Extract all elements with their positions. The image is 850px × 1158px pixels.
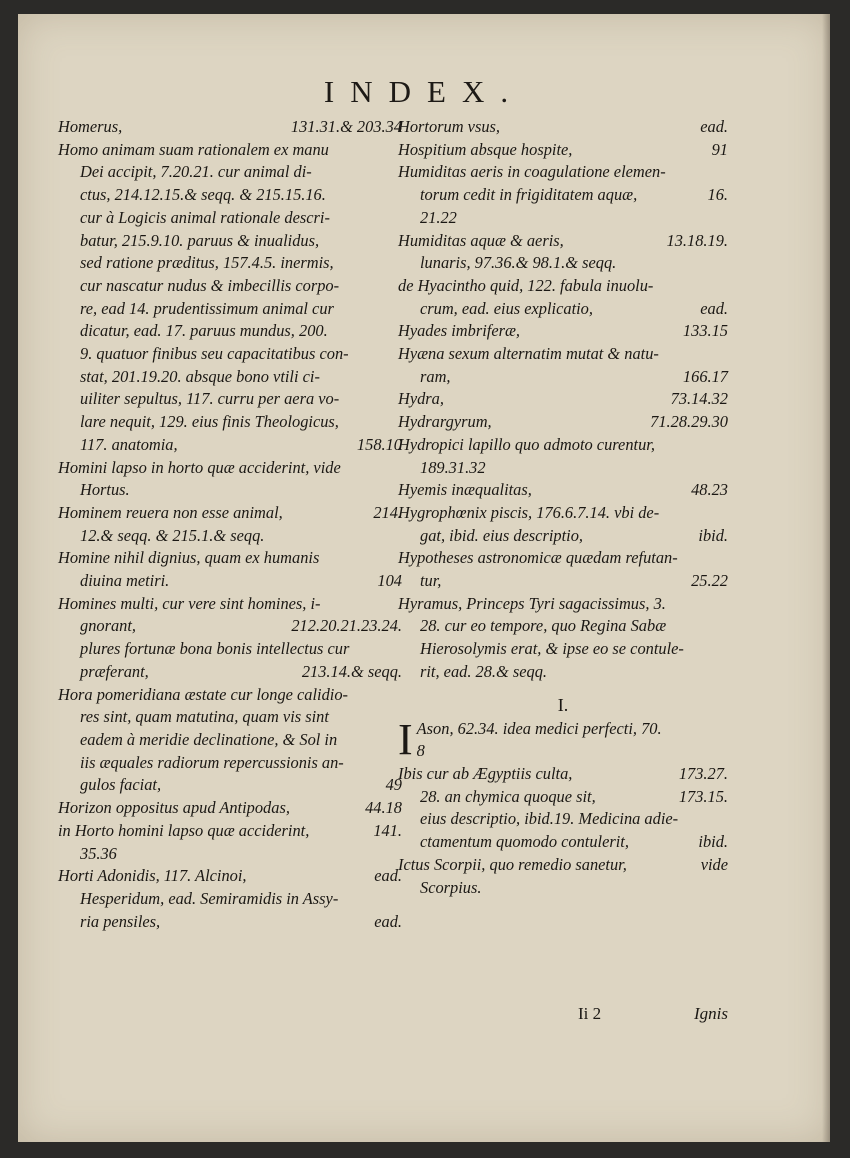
index-line: [58, 434, 402, 457]
index-line: [58, 207, 402, 230]
index-page-ref: ead.: [374, 866, 402, 886]
index-line: [58, 638, 402, 661]
index-entry-text: Homo animam suam rationalem ex manu: [58, 139, 329, 159]
index-entry-text: 8: [416, 741, 425, 761]
index-page-ref: 158.10: [356, 434, 402, 454]
index-entry-text: rit, ead. 28.& seqq.: [420, 661, 548, 681]
index-page-ref: ibid.: [698, 832, 728, 852]
index-entry-text: Hora pomeridiana æstate cur longe calidio-: [58, 684, 348, 704]
index-entry-text: Hortorum vsus,: [398, 117, 500, 136]
index-entry-text: Hydrargyrum,: [398, 412, 492, 432]
index-line: [58, 366, 402, 389]
index-entry-text: 28. an chymica quoque sit,: [420, 786, 596, 806]
index-line: [398, 786, 728, 809]
page-footer: [578, 1004, 728, 1024]
index-entry-text: lunaris, 97.36.& 98.1.& seqq.: [420, 253, 617, 273]
dropcap-initial: I: [398, 714, 413, 764]
index-entry-text: Horti Adonidis, 117. Alcinoi,: [58, 866, 247, 886]
index-line: [58, 525, 402, 548]
index-entry-text: Ictus Scorpii, quo remedio sanetur,: [398, 854, 627, 874]
index-entry-text: Dei accipit, 7.20.21. cur animal di-: [80, 162, 312, 182]
index-line: [398, 525, 728, 548]
index-entry-text: res sint, quam matutina, quam vis sint: [80, 707, 329, 727]
index-page-ref: ead.: [700, 117, 728, 136]
index-entry-text: diuina metiri.: [80, 571, 170, 591]
index-entry-text: crum, ead. eius explicatio,: [420, 298, 593, 318]
index-line: [58, 479, 402, 502]
index-entry-text: in Horto homini lapso quæ acciderint,: [58, 820, 310, 840]
index-line: [398, 252, 728, 275]
index-line: [398, 877, 728, 900]
index-entry-text: ram,: [420, 366, 451, 386]
index-entry-text: lare nequit, 129. eius finis Theologicus,: [80, 412, 339, 432]
index-entry-text: Humiditas aquæ & aeris,: [398, 230, 564, 250]
index-line: [58, 684, 402, 707]
signature-mark: Ii 2: [578, 1004, 602, 1023]
section-heading-i: I.: [557, 694, 569, 715]
index-line: [58, 184, 402, 207]
index-line: [58, 343, 402, 366]
index-page-ref: 133.15: [682, 321, 728, 341]
index-entry-text: Hospitium absque hospite,: [398, 139, 573, 159]
index-line: [398, 320, 728, 343]
index-entry-text: gulos faciat,: [80, 775, 162, 795]
index-entry-text: stat, 201.19.20. absque bono vtili ci-: [80, 366, 320, 386]
index-entry-text: ctus, 214.12.15.& seqq. & 215.15.16.: [80, 185, 326, 205]
index-line: [398, 638, 728, 661]
index-line: [417, 740, 728, 763]
index-line: [398, 388, 728, 411]
index-entry-text: torum cedit in frigiditatem aquæ,: [420, 185, 638, 205]
index-line: [398, 230, 728, 253]
index-line: [398, 808, 728, 831]
index-entry-text: gat, ibid. eius descriptio,: [420, 525, 583, 545]
index-line: [58, 820, 402, 843]
index-line: [58, 865, 402, 888]
index-page-ref: 49: [385, 775, 402, 795]
index-line: [58, 706, 402, 729]
index-page-ref: 173.27.: [678, 763, 728, 783]
index-entry-text: 189.31.32: [420, 457, 486, 477]
index-line: [398, 593, 728, 616]
index-line: [398, 763, 728, 786]
index-entry-text: dicatur, ead. 17. paruus mundus, 200.: [80, 321, 328, 341]
index-page-ref: ead.: [700, 298, 728, 318]
index-line: [398, 366, 728, 389]
index-line: [398, 661, 728, 684]
index-line: [58, 320, 402, 343]
index-line: [58, 275, 402, 298]
index-line: [398, 457, 728, 480]
index-entry-text: 21.22: [420, 207, 457, 227]
index-line: [398, 831, 728, 854]
index-entry-text: Hominem reuera non esse animal,: [58, 502, 283, 522]
index-line: [398, 184, 728, 207]
index-entry-text: Ibis cur ab Ægyptiis culta,: [398, 763, 573, 783]
index-entry-text: Hygrophœnix piscis, 176.6.7.14. vbi de-: [398, 502, 660, 522]
index-line: [398, 298, 728, 321]
index-page-ref: ead.: [374, 911, 402, 931]
index-entry-text: Ason, 62.34. idea medici perfecti, 70.: [416, 718, 662, 738]
index-page-ref: 73.14.32: [670, 389, 728, 409]
index-line: [398, 411, 728, 434]
index-line: [58, 615, 402, 638]
index-entry-text: 12.& seqq. & 215.1.& seqq.: [80, 525, 265, 545]
page-title: INDEX.: [323, 74, 525, 109]
index-entry-text: 9. quatuor finibus seu capacitatibus con-: [80, 344, 349, 364]
book-page: [18, 14, 830, 1142]
index-line: [398, 343, 728, 366]
index-entry-text: præferant,: [80, 661, 149, 681]
index-line: [398, 479, 728, 502]
index-line: [398, 854, 728, 877]
index-entry-text: eius descriptio, ibid.19. Medicina adie-: [420, 809, 679, 829]
index-page-ref: 131.31.& 203.34: [290, 117, 402, 136]
index-page-ref: 212.20.21.23.24.: [291, 616, 402, 636]
index-page-ref: 166.17: [682, 366, 728, 386]
index-entry-text: cur nascatur nudus & imbecillis corpo-: [80, 275, 340, 295]
index-page-ref: 13.18.19.: [666, 230, 728, 250]
index-entry-text: Horizon oppositus apud Antipodas,: [58, 798, 290, 818]
index-entry-text: re, ead 14. prudentissimum animal cur: [80, 298, 334, 318]
index-entry-text: Hyramus, Princeps Tyri sagacissimus, 3.: [398, 593, 666, 613]
index-line: [398, 207, 728, 230]
index-entry-text: eadem à meridie declinatione, & Sol in: [80, 729, 338, 749]
index-entry-text: iis æquales radiorum repercussionis an-: [80, 752, 344, 772]
index-entry-text: uiliter sepultus, 117. curru per aera vo-: [80, 389, 340, 409]
index-entry-text: Hydropici lapillo quo admoto curentur,: [398, 434, 655, 454]
index-line: [398, 275, 728, 298]
index-entry-text: sed ratione præditus, 157.4.5. inermis,: [80, 253, 334, 273]
index-entry-text: 117. anatomia,: [80, 434, 178, 454]
index-line: [398, 116, 728, 139]
index-entry-text: Hesperidum, ead. Semiramidis in Assy-: [80, 888, 339, 908]
index-line: [58, 547, 402, 570]
index-line: [58, 139, 402, 162]
index-line: [58, 593, 402, 616]
index-line: [398, 434, 728, 457]
index-line: [58, 661, 402, 684]
index-entry-text: Hyemis inæqualitas,: [398, 480, 532, 500]
index-line: [398, 714, 728, 764]
index-entry-text: cur à Logicis animal rationale descri-: [80, 207, 330, 227]
index-entry-text: plures fortunæ bona bonis intellectus cur: [80, 639, 350, 659]
index-line: [58, 911, 402, 934]
index-line: [58, 843, 402, 866]
index-entry-text: Homines multi, cur vere sint homines, i-: [58, 593, 321, 613]
index-page-ref: 71.28.29.30: [650, 412, 728, 432]
index-line: [398, 547, 728, 570]
index-entry-text: Hypotheses astronomicæ quædam refutan-: [398, 548, 678, 568]
index-line: [58, 298, 402, 321]
index-entry-text: Homerus,: [58, 117, 123, 136]
index-line: [58, 729, 402, 752]
index-page-ref: 48.23: [691, 480, 728, 500]
index-entry-text: gnorant,: [80, 616, 137, 636]
index-entry-text: ctamentum quomodo contulerit,: [420, 832, 629, 852]
index-line: [58, 230, 402, 253]
index-entry-text: Scorpius.: [420, 877, 482, 897]
index-entry-text: 28. cur eo tempore, quo Regina Sabæ: [420, 616, 667, 636]
index-entry-text: Hierosolymis erat, & ipse eo se contule-: [420, 639, 684, 659]
index-entries-h-right: [398, 116, 728, 684]
index-line: [58, 774, 402, 797]
index-page-ref: ibid.: [698, 525, 728, 545]
index-entry-text: Humiditas aeris in coagulatione elemen-: [398, 162, 666, 182]
index-entry-text: Hyades imbriferæ,: [398, 321, 521, 341]
index-line: [58, 161, 402, 184]
index-column-right: [398, 116, 728, 899]
index-line: [58, 252, 402, 275]
index-entry-text: Hyæna sexum alternatim mutat & natu-: [398, 344, 659, 364]
index-line: [58, 752, 402, 775]
index-page-ref: 214.: [373, 502, 402, 522]
index-line: [58, 457, 402, 480]
index-page-ref: vide: [700, 854, 728, 874]
index-entry-text: Hydra,: [398, 389, 444, 409]
index-page-ref: 141.: [373, 820, 402, 840]
index-line: [58, 797, 402, 820]
index-line: [58, 411, 402, 434]
index-page-ref: 16.: [707, 185, 728, 205]
index-line: [58, 570, 402, 593]
index-entry-text: Homine nihil dignius, quam ex humanis: [58, 548, 320, 568]
index-line: [58, 502, 402, 525]
index-entry-text: ria pensiles,: [80, 911, 161, 931]
index-entry-text: Homini lapso in horto quæ acciderint, vide: [58, 457, 341, 477]
index-entry-text: tur,: [420, 571, 442, 591]
index-page-ref: 91: [711, 139, 728, 159]
index-line: [398, 161, 728, 184]
index-entry-text: 35.36: [80, 843, 117, 863]
index-page-ref: 173.15.: [678, 786, 728, 806]
index-page-ref: 25.22: [691, 571, 728, 591]
index-line: [58, 388, 402, 411]
index-line: [398, 139, 728, 162]
index-line: [398, 570, 728, 593]
index-entry-text: Hortus.: [80, 480, 130, 500]
index-line: [58, 888, 402, 911]
index-column-left: [58, 116, 402, 933]
index-line: [398, 615, 728, 638]
index-line: [398, 502, 728, 525]
index-page-ref: 104: [377, 571, 402, 591]
index-entries-i: [398, 714, 728, 900]
index-page-ref: 213.14.& seqq.: [301, 661, 402, 681]
index-entry-text: batur, 215.9.10. paruus & inualidus,: [80, 230, 320, 250]
index-page-ref: 44.18: [365, 798, 402, 818]
index-entry-text: de Hyacintho quid, 122. fabula inuolu-: [398, 275, 654, 295]
index-line: [58, 116, 402, 139]
catchword: Ignis: [694, 1004, 728, 1023]
